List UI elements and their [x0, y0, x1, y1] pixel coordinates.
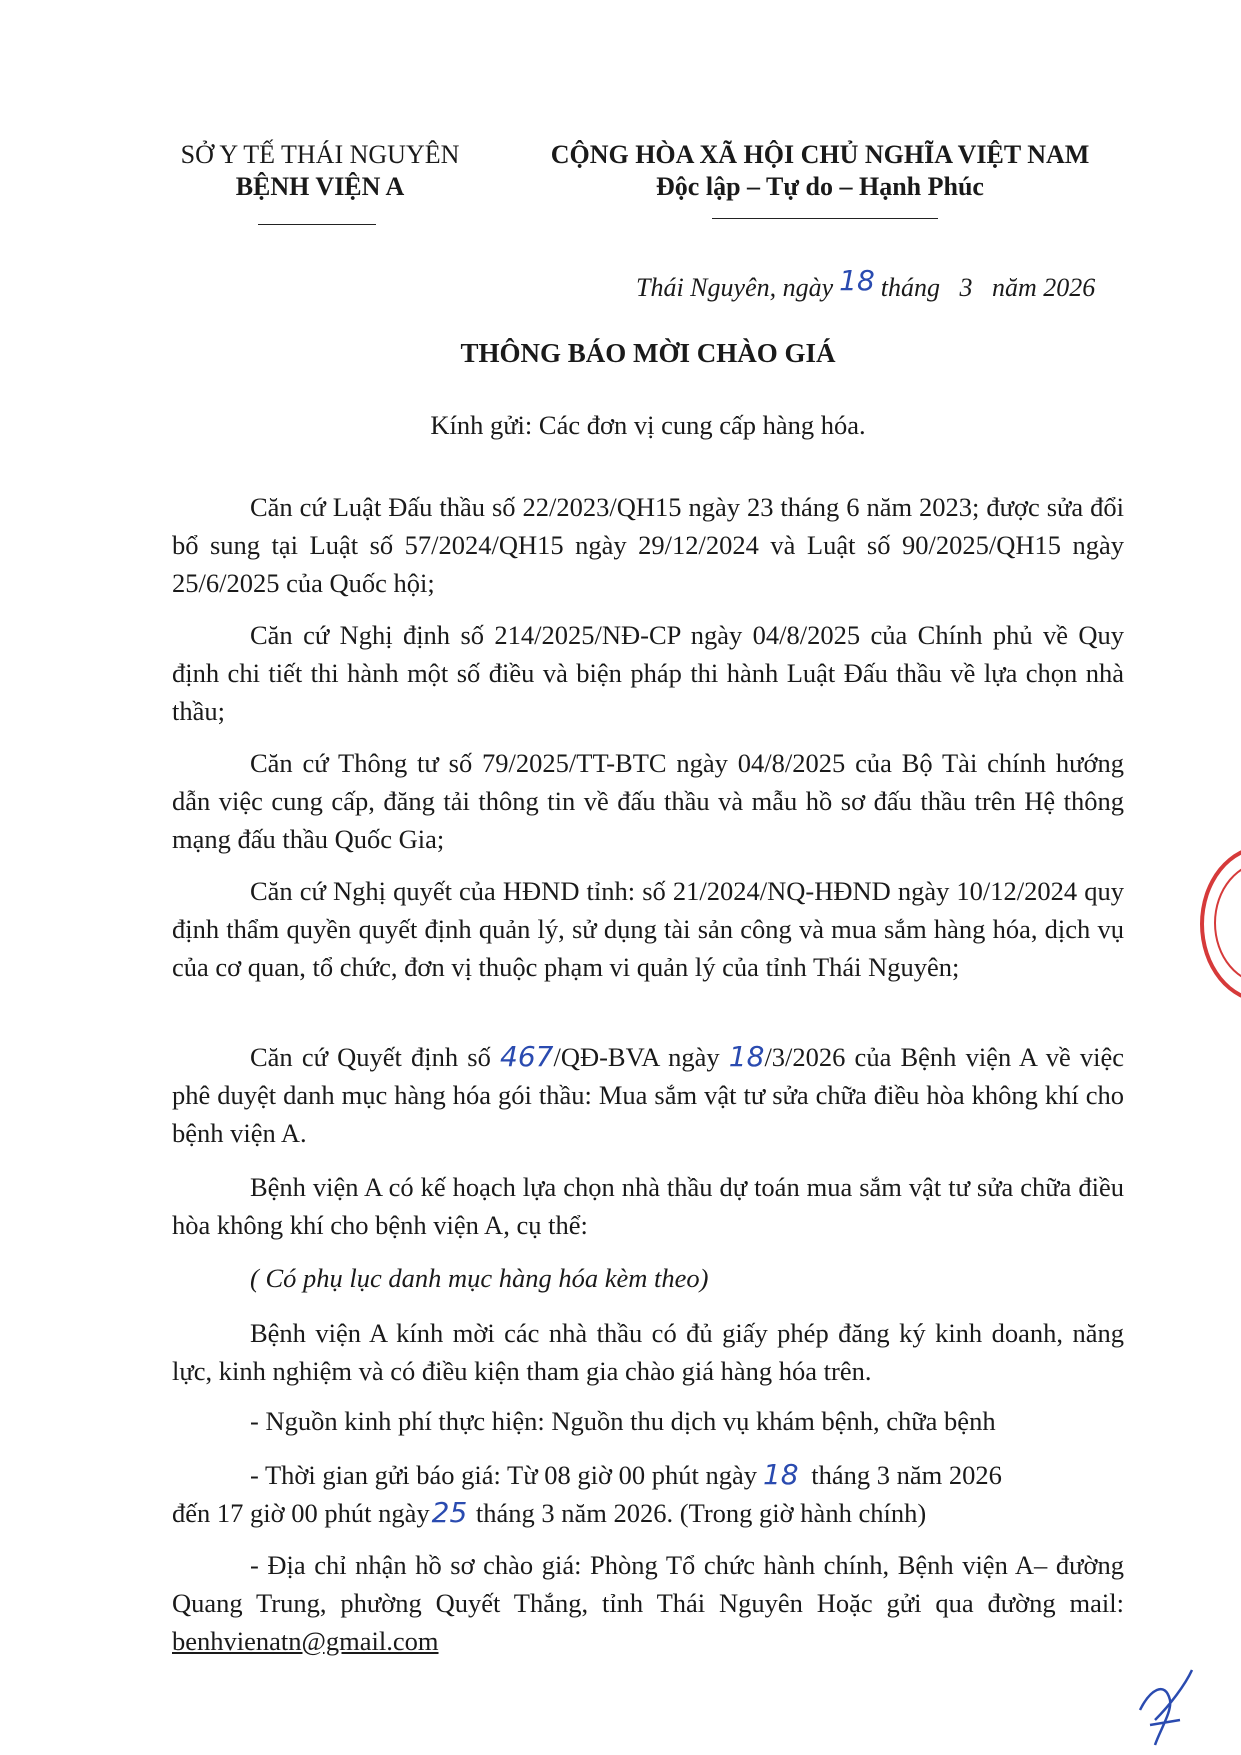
- agency-name: SỞ Y TẾ THÁI NGUYÊN: [180, 140, 460, 169]
- national-motto: Độc lập – Tự do – Hạnh Phúc: [656, 172, 984, 201]
- p11-text: - Địa chỉ nhận hồ sơ chào giá: Phòng Tổ chức hành chính, Bệnh viện A– đường Quang Trung, phường Quyết Thắng, tỉnh Thái Nguyên Hoặc gửi qua đường mail:: [172, 1550, 1124, 1618]
- plan-paragraph: Bệnh viện A có kế hoạch lựa chọn nhà thầu dự toán mua sắm vật tư sửa chữa điều hòa không khí cho bệnh viện A, cụ thể:: [172, 1172, 1124, 1240]
- legal-basis-paragraph-4: Căn cứ Nghị quyết của HĐND tỉnh: số 21/2024/NQ-HĐND ngày 10/12/2024 quy định thẩm quyền quyết định quản lý, sử dụng tài sản công và mua sắm hàng hóa, dịch vụ của cơ quan, tổ chức, đơn vị thuộc phạm vi quản lý của tỉnh Thái Nguyên;: [172, 876, 1124, 982]
- legal-basis-paragraph-2: Căn cứ Nghị định số 214/2025/NĐ-CP ngày 04/8/2025 của Chính phủ về Quy định chi tiết thi hành một số điều và biện pháp thi hành Luật Đấu thầu về lựa chọn nhà thầu;: [172, 620, 1124, 726]
- initial-signature-icon: [1120, 1650, 1200, 1750]
- email-link[interactable]: benhvienatn@gmail.com: [172, 1626, 439, 1656]
- date-month: 3: [959, 273, 973, 302]
- national-title: CỘNG HÒA XÃ HỘI CHỦ NGHĨA VIỆT NAM: [550, 140, 1090, 169]
- submission-time-line-2: [172, 1496, 926, 1529]
- date-prefix: Thái Nguyên, ngày: [636, 273, 834, 302]
- legal-basis-paragraph-3: Căn cứ Thông tư số 79/2025/TT-BTC ngày 04/8/2025 của Bộ Tài chính hướng dẫn việc cung cấp, đăng tải thông tin về đấu thầu và mẫu hồ sơ đấu thầu trên Hệ thông mạng đấu thầu Quốc Gia;: [172, 748, 1124, 854]
- legal-basis-paragraph-1: Căn cứ Luật Đấu thầu số 22/2023/QH15 ngày 23 tháng 6 năm 2023; được sửa đổi bổ sung tại Luật số 57/2024/QH15 ngày 29/12/2024 và Luật số 90/2025/QH15 ngày 25/6/2025 của Quốc hội;: [172, 492, 1124, 598]
- p5-text-a: Căn cứ Quyết định số: [250, 1042, 500, 1072]
- recipient-line: Kính gửi: Các đơn vị cung cấp hàng hóa.: [430, 410, 866, 440]
- decision-day-handwritten: 18: [728, 1040, 765, 1073]
- date-month-label: tháng: [880, 273, 941, 302]
- p5-text-b: /QĐ-BVA ngày: [553, 1042, 729, 1072]
- submission-start-day-handwritten: 18: [762, 1458, 799, 1491]
- p5-text-c: /3/2026 của Bệnh viện A về việc phê duyệt danh mục hàng hóa gói thầu: Mua sắm vật tư sửa chữa điều hòa không khí cho bệnh viện A.: [172, 1042, 1124, 1148]
- official-seal-inner-ring: [1214, 861, 1241, 985]
- p10-text-a: - Thời gian gửi báo giá: Từ 08 giờ 00 phút ngày: [250, 1460, 757, 1490]
- submission-end-day-handwritten: 25: [431, 1496, 468, 1529]
- left-header-rule: [258, 224, 376, 225]
- submission-time-line-1: [250, 1458, 1002, 1491]
- submission-address: [172, 1546, 1124, 1660]
- date-year: năm 2026: [992, 273, 1096, 302]
- funding-source: - Nguồn kinh phí thực hiện: Nguồn thu dịch vụ khám bệnh, chữa bệnh: [250, 1406, 996, 1436]
- date-day-handwritten: 18: [839, 264, 875, 297]
- date-line: [636, 264, 1096, 303]
- p10-text-b: tháng 3 năm 2026: [804, 1460, 1002, 1490]
- decision-number-handwritten: 467: [500, 1040, 554, 1073]
- invitation-paragraph: Bệnh viện A kính mời các nhà thầu có đủ giấy phép đăng ký kinh doanh, năng lực, kinh nghiệm và có điều kiện tham gia chào giá hàng hóa trên.: [172, 1318, 1124, 1386]
- p10-text-d: tháng 3 năm 2026. (Trong giờ hành chính): [469, 1498, 927, 1528]
- legal-basis-paragraph-5: [172, 1038, 1124, 1152]
- official-seal-icon: [1200, 845, 1241, 1003]
- p10-text-c: đến 17 giờ 00 phút ngày: [172, 1498, 430, 1528]
- document-title: THÔNG BÁO MỜI CHÀO GIÁ: [460, 338, 836, 368]
- appendix-note: ( Có phụ lục danh mục hàng hóa kèm theo): [250, 1263, 709, 1293]
- hospital-name: BỆNH VIỆN A: [235, 172, 405, 201]
- right-header-rule: [712, 218, 938, 219]
